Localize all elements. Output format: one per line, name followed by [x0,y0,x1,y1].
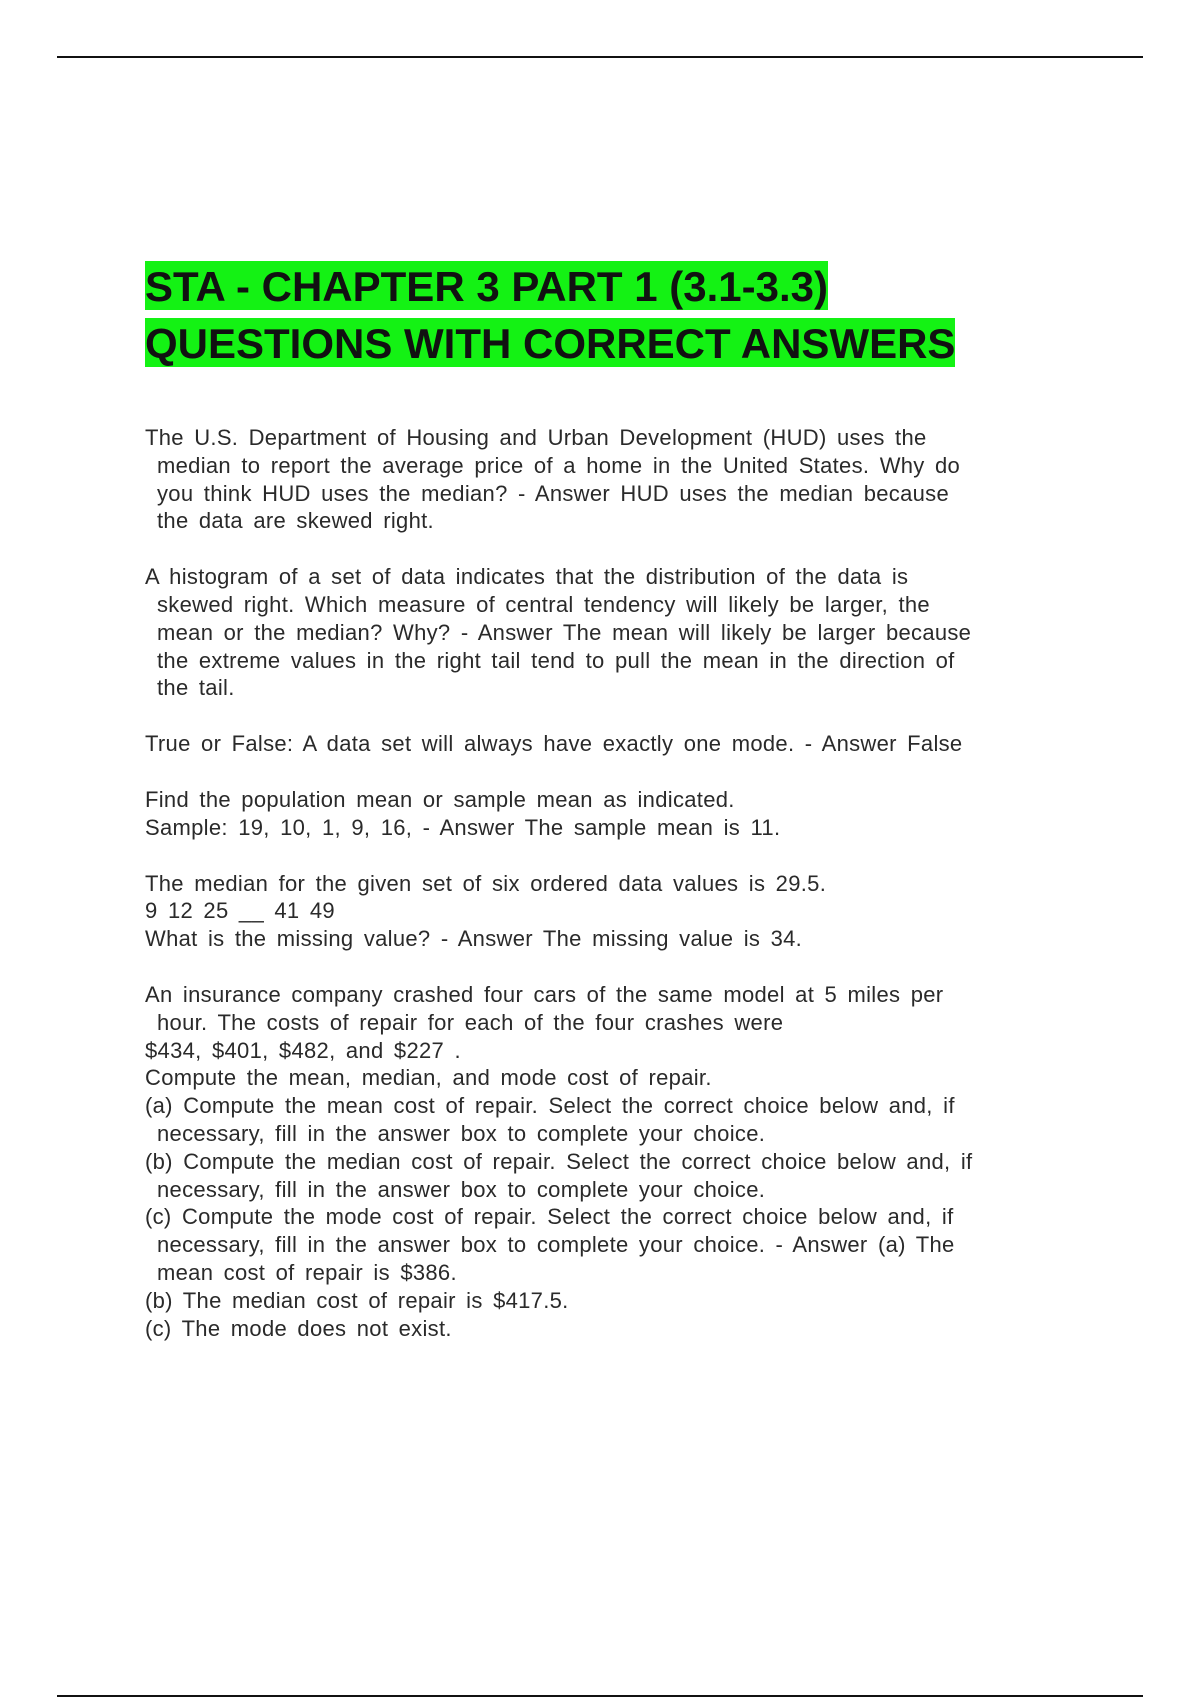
text-line: The median for the given set of six ordered data values is 29.5. [145,870,827,896]
document-body [145,424,1085,1370]
text-line: median to report the average price of a home in the United States. Why do [157,452,961,478]
qa-item-skewed-histogram [145,563,1085,702]
text-line: necessary, fill in the answer box to complete your choice. - Answer (a) The [157,1232,955,1258]
text-line: (b) Compute the median cost of repair. Select the correct choice below and, if [145,1148,973,1174]
text-line: the extreme values in the right tail tend to pull the mean in the direction of [157,647,955,673]
document-title [145,258,955,372]
text-line: A histogram of a set of data indicates that the distribution of the data is [145,564,909,590]
qa-item-repair-costs [145,981,1085,1342]
text-line: mean cost of repair is $386. [157,1259,457,1285]
text-line: True or False: A data set will always have exactly one mode. - Answer False [145,731,963,757]
text-line: necessary, fill in the answer box to complete your choice. [157,1120,766,1146]
text-line: you think HUD uses the median? - Answer HUD uses the median because [157,480,950,506]
qa-item-sample-mean [145,786,1085,842]
text-line: Compute the mean, median, and mode cost of repair. [145,1065,712,1091]
text-line: hour. The costs of repair for each of the four crashes were [157,1009,784,1035]
qa-item-mode-true-false [145,730,1085,758]
text-line: What is the missing value? - Answer The missing value is 34. [145,926,803,952]
text-line: (b) The median cost of repair is $417.5. [145,1287,569,1313]
text-line: Find the population mean or sample mean as indicated. [145,786,735,812]
text-line: Sample: 19, 10, 1, 9, 16, - Answer The sample mean is 11. [145,814,781,840]
qa-item-missing-value [145,870,1085,953]
text-line: mean or the median? Why? - Answer The mean will likely be larger because [157,619,972,645]
text-line: 9 12 25 __ 41 49 [145,898,335,924]
text-line: An insurance company crashed four cars of the same model at 5 miles per [145,981,944,1007]
text-line: $434, $401, $482, and $227 . [145,1037,461,1063]
top-rule [57,56,1143,58]
text-line: skewed right. Which measure of central tendency will likely be larger, the [157,591,930,617]
title-line: STA - CHAPTER 3 PART 1 (3.1-3.3) [145,263,828,310]
bottom-rule [57,1695,1143,1697]
text-line: necessary, fill in the answer box to complete your choice. [157,1176,766,1202]
text-line: (c) Compute the mode cost of repair. Select the correct choice below and, if [145,1204,954,1230]
text-line: (c) The mode does not exist. [145,1315,452,1341]
text-line: (a) Compute the mean cost of repair. Select the correct choice below and, if [145,1093,955,1119]
text-line: the tail. [157,675,235,701]
title-line: QUESTIONS WITH CORRECT ANSWERS [145,320,956,367]
qa-item-hud-median [145,424,1085,535]
text-line: The U.S. Department of Housing and Urban Development (HUD) uses the [145,425,927,450]
text-line: the data are skewed right. [157,508,434,534]
